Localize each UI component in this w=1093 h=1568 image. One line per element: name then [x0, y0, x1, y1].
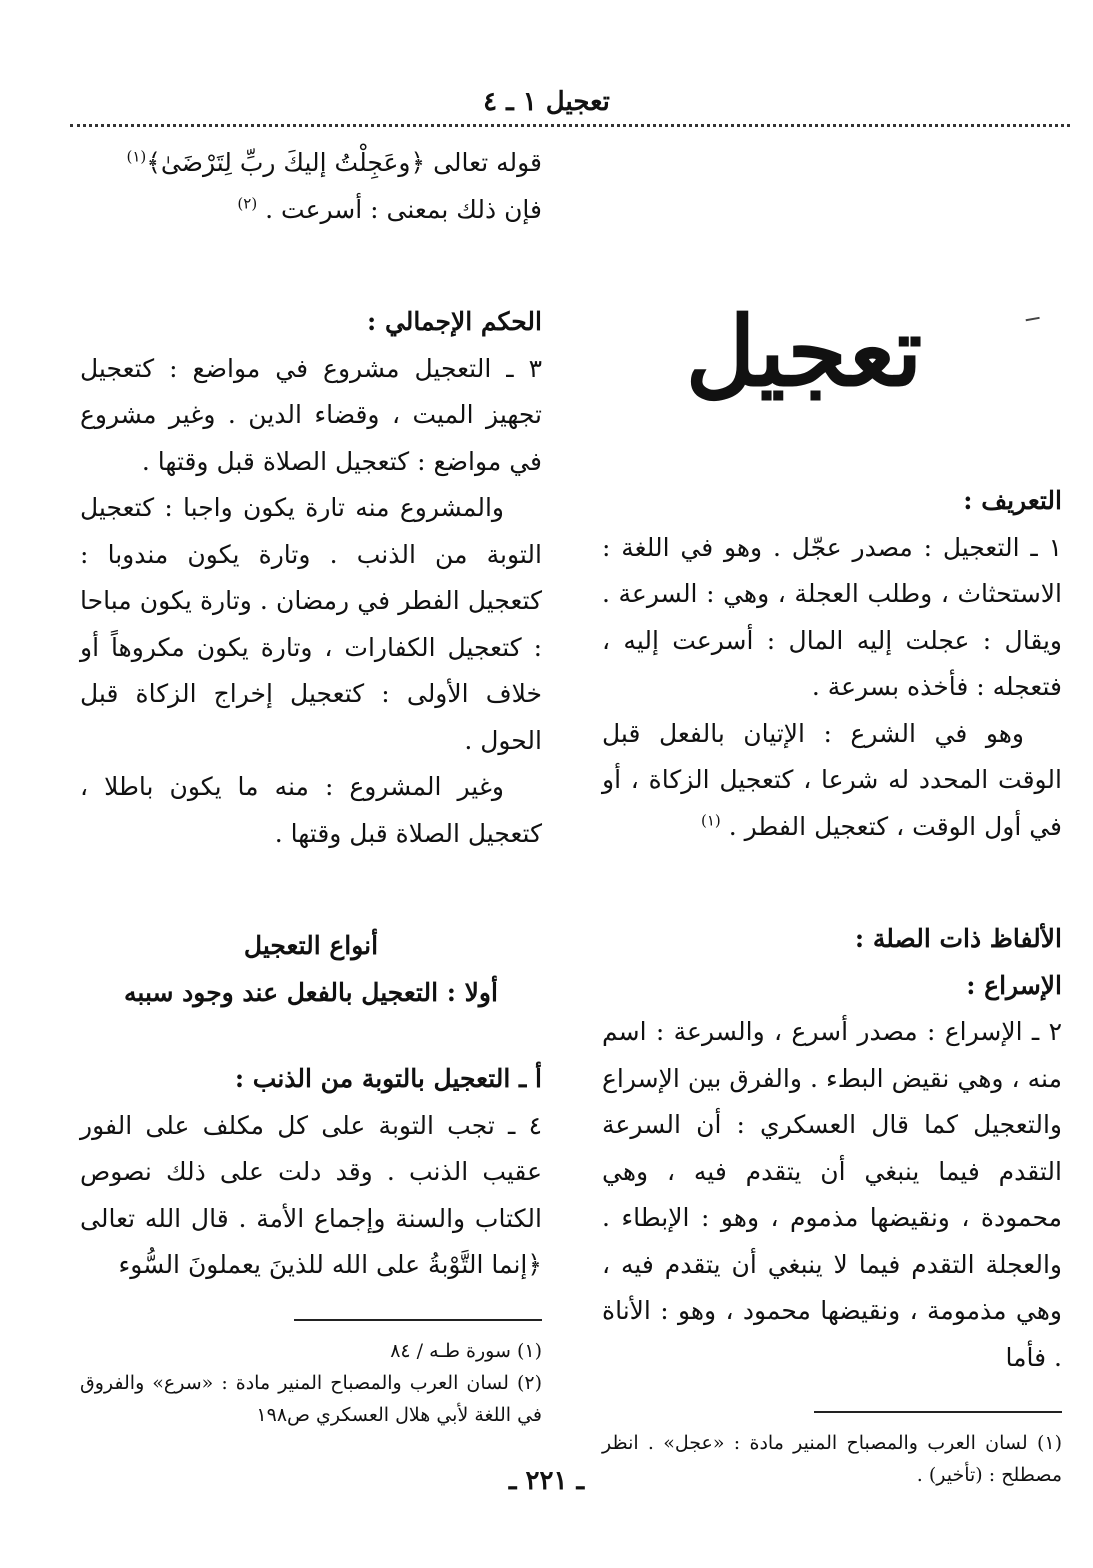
sharia-definition-text: وهو في الشرع : الإتيان بالفعل قبل الوقت المحدد له شرعا ، كتعجيل الزكاة ، أو في أول الوقت ، كتعجيل الفطر .: [602, 718, 1062, 841]
ruling-heading: الحكم الإجمالي :: [367, 307, 542, 336]
footnotes: [80, 1335, 542, 1431]
footnote-divider: [814, 1411, 1062, 1413]
quran-quote-line: [80, 140, 542, 187]
ruling-paragraph: والمشروع منه تارة يكون واجبا : كتعجيل التوبة من الذنب . وتارة يكون مندوبا : كتعجيل الفطر في رمضان . وتارة يكون مباحا : كتعجيل الكفارات ، وتارة يكون مكروهاً أو خلاف الأولى : كتعجيل إخراج الزكاة قبل الحول .: [80, 493, 542, 755]
spacer: [80, 233, 542, 299]
footnote-ref: (١): [126, 147, 147, 166]
footnote: (١) سورة طـه / ٨٤: [390, 1339, 542, 1362]
types-heading: أنواع التعجيل: [243, 931, 379, 960]
definition-heading: التعريف :: [963, 486, 1062, 515]
ruling-paragraph: ٣ ـ التعجيل مشروع في مواضع : كتعجيل تجهيز الميت ، وقضاء الدين . وغير مشروع في مواضع : كتعجيل الصلاة قبل وقتها .: [80, 353, 542, 476]
quote-explanation-text: فإن ذلك بمعنى : أسرعت .: [265, 194, 542, 224]
israa-heading: الإسراع :: [966, 970, 1062, 1000]
definition-paragraph: ١ ـ التعجيل : مصدر عجّل . وهو في اللغة : الاستحثاث ، وطلب العجلة ، وهي : السرعة . ويقال : عجلت إليه المال : أسرعت إليه ، فتعجله : فأخذه بسرعة .: [602, 532, 1062, 701]
footnote-ref: (١): [700, 811, 721, 830]
header-divider: [70, 124, 1070, 127]
types-subheading: أولا : التعجيل بالفعل عند وجود سببه: [124, 977, 498, 1007]
sharia-definition-paragraph: [602, 711, 1062, 851]
ruling-paragraph: وغير المشروع : منه ما يكون باطلا ، كتعجيل الصلاة قبل وقتها .: [80, 772, 542, 848]
running-header: تعجيل ١ ـ ٤: [483, 87, 610, 117]
quran-quote-text: قوله تعالى ﴿وعَجِلْتُ إليكَ ربِّ لِتَرْضَىٰ﴾: [146, 148, 542, 177]
spacer: [80, 1289, 542, 1319]
quote-explanation-line: [80, 187, 542, 234]
footnote-ref: (٢): [237, 194, 258, 213]
page-number: ـ ٢٢١ ـ: [508, 1466, 585, 1496]
spacer: [80, 857, 542, 923]
section-a-heading: أ ـ التعجيل بالتوبة من الذنب :: [234, 1064, 542, 1093]
footnote: (٢) لسان العرب والمصباح المنير مادة : «سرع» والفروق في اللغة لأبي هلال العسكري ص١٩٨: [80, 1371, 542, 1426]
footnote-divider: [294, 1319, 542, 1321]
spacer: [80, 1016, 542, 1056]
entry-title: تعجيل: [685, 295, 923, 408]
repentance-paragraph: ٤ ـ تجب التوبة على كل مكلف على الفور عقيب الذنب . وقد دلت على ذلك نصوص الكتاب والسنة وإجماع الأمة . قال الله تعالى ﴿إنما التَّوْبةُ على الله للذينَ يعملونَ السُّوء: [80, 1110, 542, 1279]
footnote: (١) لسان العرب والمصباح المنير مادة : «عجل» . انظر مصطلح : (تأخير) .: [602, 1432, 1062, 1486]
right-column: [602, 140, 1062, 1491]
spacer: [602, 1381, 1062, 1411]
israa-paragraph: ٢ ـ الإسراع : مصدر أسرع ، والسرعة : اسم منه ، وهي نقيض البطء . والفرق بين الإسراع والتعجيل كما قال العسكري : أن السرعة التقدم فيما ينبغي أن يتقدم فيه ، وهي محمودة ، ونقيضها مذموم ، وهو : الإبطاء . والعجلة التقدم فيما لا ينبغي أن يتقدم فيه ، وهي مذمومة ، ونقيضها محمود ، وهو : الأناة . فأما: [602, 1017, 1062, 1372]
spacer: [602, 850, 1062, 916]
related-terms-heading: الألفاظ ذات الصلة :: [854, 924, 1062, 953]
left-column: [80, 140, 542, 1431]
